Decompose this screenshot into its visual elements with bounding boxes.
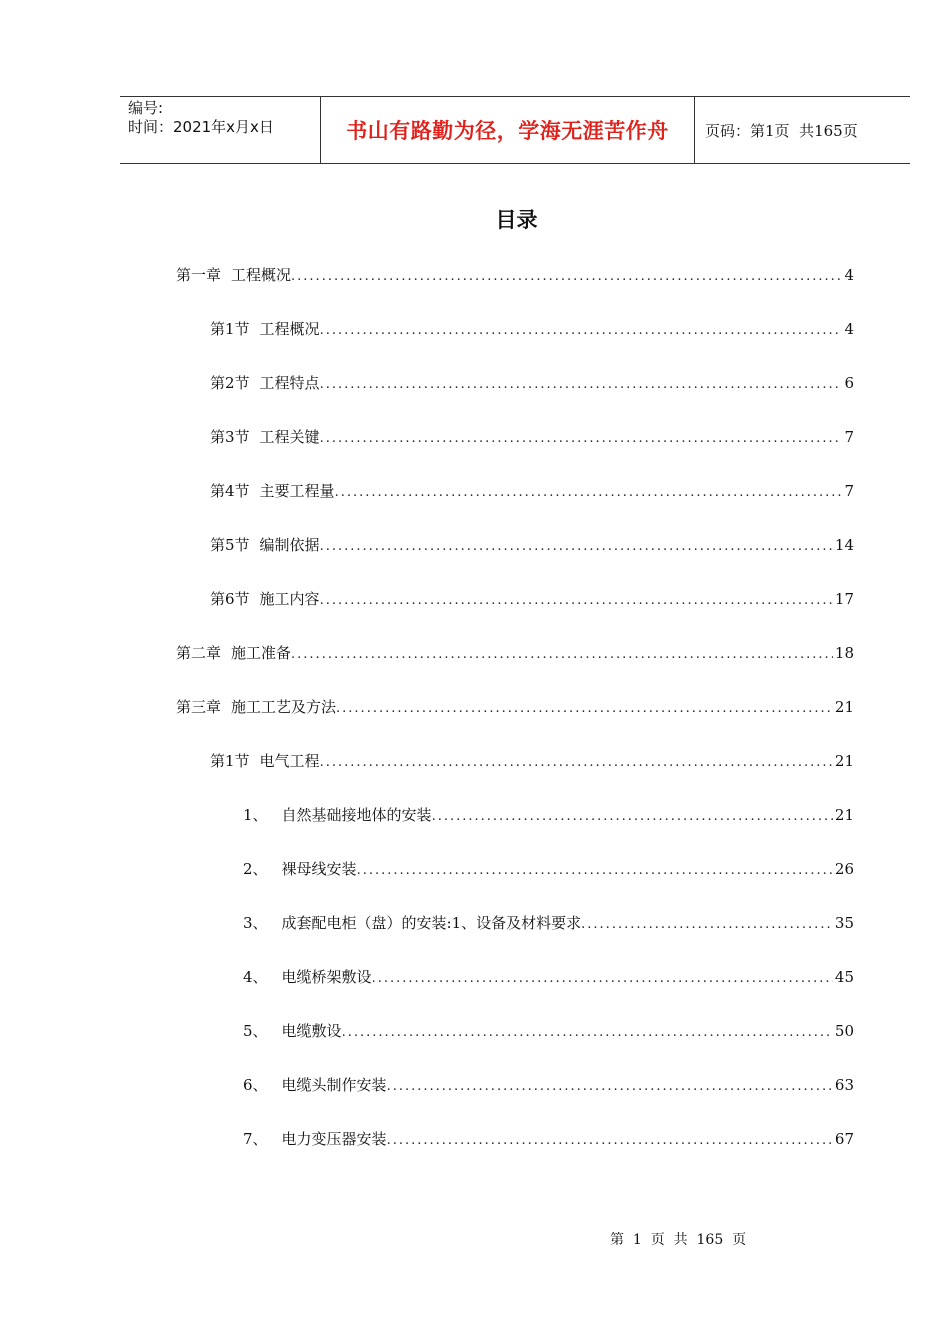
toc-entry[interactable] [243,1074,854,1096]
toc-text: 工程关键 [259,428,320,446]
toc-leader [357,860,833,882]
toc-leader [335,482,843,504]
toc-entry[interactable] [210,426,854,448]
toc-text: 施工准备 [231,644,292,662]
toc-text: 自然基础接地体的安装 [281,806,432,824]
toc-entry[interactable] [210,588,854,610]
toc-number: 第三章 [176,698,222,716]
toc-entry[interactable] [210,318,854,340]
toc-number: 第二章 [176,644,222,662]
toc-entry[interactable] [176,642,854,664]
code-label: 编号: [128,99,164,117]
toc-leader [320,320,843,342]
toc-leader [336,698,833,720]
toc-leader [372,968,833,990]
toc-page-number: 4 [844,320,854,338]
toc-number: 第1节 [210,752,250,770]
toc-entry[interactable] [243,966,854,988]
toc-leader [320,590,833,612]
toc-leader [432,806,833,828]
toc-page-number: 7 [844,482,854,500]
toc-number: 第3节 [210,428,250,446]
toc-entry[interactable] [210,534,854,556]
toc-number: 7、 [243,1130,268,1148]
toc-entry[interactable] [243,1020,854,1042]
toc-text: 电缆桥架敷设 [281,968,372,986]
toc-leader [581,914,833,936]
toc-number: 第2节 [210,374,250,392]
toc-page-number: 14 [834,536,854,554]
toc-leader [320,374,843,396]
toc-page-number: 21 [834,806,854,824]
toc-leader [387,1076,833,1098]
document-title: 目录 [495,208,538,232]
toc-leader [291,266,842,288]
toc-number: 3、 [243,914,268,932]
toc-number: 6、 [243,1076,268,1094]
toc-page-number: 26 [834,860,854,878]
toc-number: 第一章 [176,266,222,284]
toc-number: 2、 [243,860,268,878]
toc-page-number: 35 [834,914,854,932]
toc-number: 第4节 [210,482,250,500]
toc-page-number: 63 [834,1076,854,1094]
toc-text: 电力变压器安装 [281,1130,387,1148]
toc-text: 施工内容 [259,590,320,608]
toc-page-number: 67 [834,1130,854,1148]
toc-number: 第5节 [210,536,250,554]
toc-page-number: 45 [834,968,854,986]
toc-number: 5、 [243,1022,268,1040]
toc-entry[interactable] [243,912,854,934]
toc-entry[interactable] [176,696,854,718]
toc-page-number: 6 [844,374,854,392]
toc-number: 第6节 [210,590,250,608]
toc-page-number: 17 [834,590,854,608]
toc-entry[interactable] [210,750,854,772]
toc-leader [387,1130,833,1152]
toc-entry[interactable] [176,264,854,286]
toc-text: 成套配电柜（盘）的安装:1、设备及材料要求 [281,914,582,932]
toc-leader [291,644,833,666]
toc-text: 电缆头制作安装 [281,1076,387,1094]
page-footer: 第 1 页 共 165 页 [610,1232,747,1248]
toc-page-number: 18 [834,644,854,662]
toc-text: 编制依据 [259,536,320,554]
toc-leader [320,428,843,450]
toc-entry[interactable] [243,1128,854,1150]
toc-text: 裸母线安装 [281,860,357,878]
toc-page-number: 7 [844,428,854,446]
toc-text: 电缆敷设 [281,1022,342,1040]
toc-text: 主要工程量 [259,482,335,500]
toc-leader [320,536,833,558]
toc-entry[interactable] [243,858,854,880]
toc-page-number: 50 [834,1022,854,1040]
toc-number: 1、 [243,806,268,824]
toc-page-number: 21 [834,698,854,716]
toc-number: 第1节 [210,320,250,338]
motto-text: 书山有路勤为径，学海无涯苦作舟 [346,118,669,143]
toc-text: 工程特点 [259,374,320,392]
toc-text: 工程概况 [231,266,292,284]
toc-page-number: 4 [844,266,854,284]
toc-page-number: 21 [834,752,854,770]
toc-text: 施工工艺及方法 [231,698,337,716]
toc-number: 4、 [243,968,268,986]
toc-entry[interactable] [210,372,854,394]
toc-text: 电气工程 [259,752,320,770]
toc-leader [342,1022,833,1044]
toc-entry[interactable] [243,804,854,826]
page-info-text: 页码：第1页 共165页 [705,121,858,140]
toc-text: 工程概况 [259,320,320,338]
toc-leader [320,752,833,774]
time-label: 时间：2021年x月x日 [128,118,274,136]
toc-entry[interactable] [210,480,854,502]
